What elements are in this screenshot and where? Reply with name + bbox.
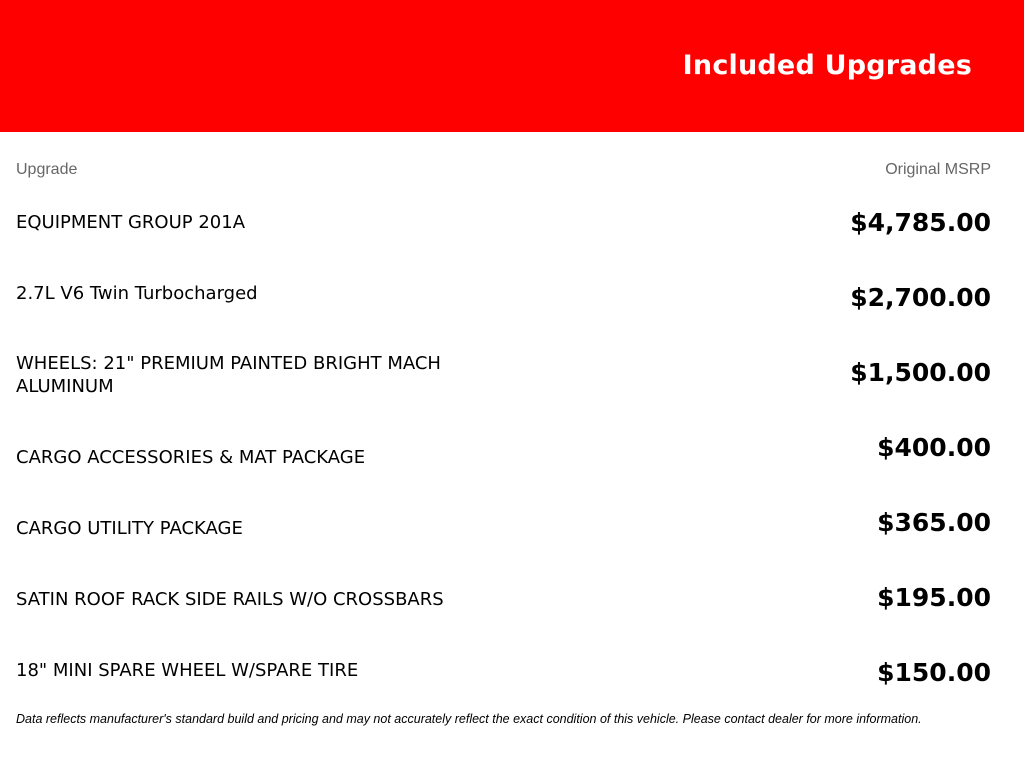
upgrade-price: $195.00 <box>877 583 991 612</box>
upgrade-name: 18" MINI SPARE WHEEL W/SPARE TIRE <box>16 660 359 681</box>
upgrade-price: $2,700.00 <box>850 283 991 312</box>
header-banner <box>0 0 1024 132</box>
upgrade-name: CARGO ACCESSORIES & MAT PACKAGE <box>16 447 366 468</box>
upgrade-name: WHEELS: 21" PREMIUM PAINTED BRIGHT MACH ALUMINUM <box>16 353 441 397</box>
upgrade-price: $150.00 <box>877 658 991 687</box>
upgrade-name: SATIN ROOF RACK SIDE RAILS W/O CROSSBARS <box>16 589 444 610</box>
disclaimer-footnote: Data reflects manufacturer's standard build and pricing and may not accurately reflect the exact condition of this vehicle. Please contact dealer for more information. <box>16 712 922 726</box>
upgrade-name: EQUIPMENT GROUP 201A <box>16 212 246 233</box>
page-title: Included Upgrades <box>682 50 972 81</box>
upgrade-price: $400.00 <box>877 433 991 462</box>
upgrade-price: $365.00 <box>877 508 991 537</box>
upgrade-name: CARGO UTILITY PACKAGE <box>16 518 243 539</box>
upgrade-name: 2.7L V6 Twin Turbocharged <box>16 283 258 304</box>
column-header-upgrade: Upgrade <box>16 161 78 178</box>
column-header-msrp: Original MSRP <box>885 161 991 178</box>
upgrade-price: $4,785.00 <box>850 208 991 237</box>
upgrade-price: $1,500.00 <box>850 358 991 387</box>
